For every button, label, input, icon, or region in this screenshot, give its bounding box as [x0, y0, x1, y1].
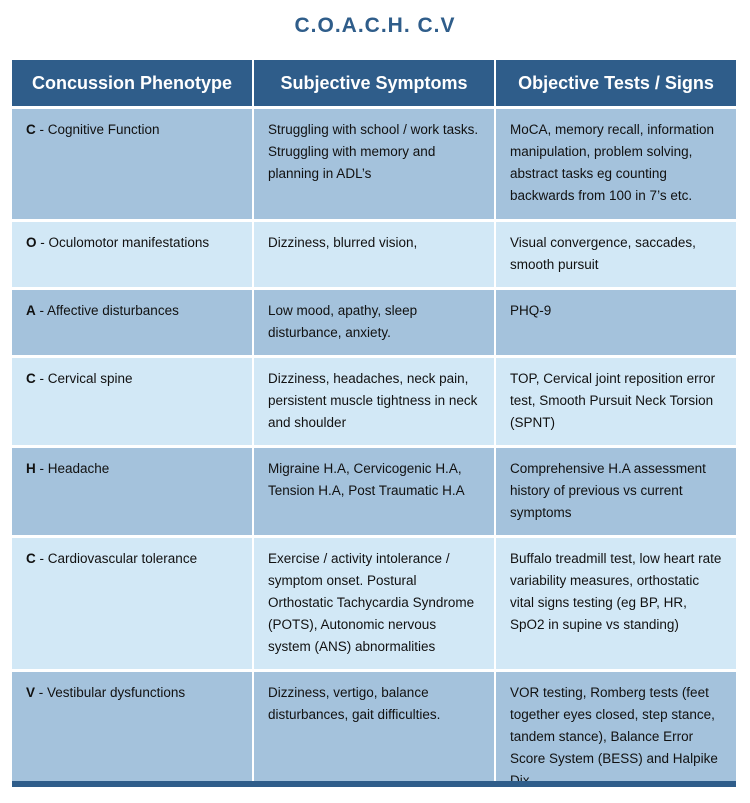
objective-cell: Buffalo treadmill test, low heart rate variability measures, orthostatic vital signs testing (eg BP, HR, SpO2 in supine vs standing): [496, 538, 736, 669]
header-subjective: Subjective Symptoms: [254, 60, 494, 106]
subjective-cell: Dizziness, blurred vision,: [254, 222, 494, 287]
objective-cell: PHQ-9: [496, 290, 736, 355]
objective-cell: VOR testing, Romberg tests (feet together eyes closed, step stance, tandem stance), Balance Error Score System (BESS) and Halpike: [496, 672, 736, 781]
phenotype-letter: C: [26, 551, 36, 566]
phenotype-cell: [12, 448, 252, 535]
bottom-divider: [12, 781, 736, 787]
header-objective: Objective Tests / Signs: [496, 60, 736, 106]
page-title: C.O.A.C.H. C.V: [294, 14, 456, 37]
phenotype-cell: [12, 222, 252, 287]
header-phenotype: Concussion Phenotype: [12, 60, 252, 106]
phenotype-letter: H: [26, 461, 36, 476]
subjective-cell: Struggling with school / work tasks. Struggling with memory and planning in ADL’s: [254, 109, 494, 219]
objective-cell: Comprehensive H.A assessment history of previous vs current symptoms: [496, 448, 736, 535]
objective-cell: Visual convergence, saccades, smooth pursuit: [496, 222, 736, 287]
phenotype-label: - Cognitive Function: [35, 122, 160, 137]
phenotype-label: - Affective disturbances: [35, 303, 179, 318]
phenotype-letter: A: [26, 303, 36, 318]
phenotype-cell: [12, 538, 252, 669]
objective-cell: MoCA, memory recall, information manipulation, problem solving, abstract tasks eg counting backwards from 100 in 7’s etc.: [496, 109, 736, 219]
subjective-cell: Exercise / activity intolerance / symptom onset. Postural Orthostatic Tachycardia Syndrome (POTS), Autonomic nervous system (ANS) abnormalities: [254, 538, 494, 669]
phenotype-label: - Cardiovascular tolerance: [35, 551, 198, 566]
phenotype-label: - Headache: [35, 461, 110, 476]
phenotype-letter: O: [26, 235, 37, 250]
subjective-cell: Dizziness, headaches, neck pain, persistent muscle tightness in neck and shoulder: [254, 358, 494, 445]
phenotype-letter: V: [26, 685, 36, 700]
subjective-cell: Low mood, apathy, sleep disturbance, anxiety.: [254, 290, 494, 355]
coach-cv-table: [12, 60, 736, 781]
phenotype-label: - Cervical spine: [35, 371, 133, 386]
phenotype-letter: C: [26, 371, 36, 386]
phenotype-letter: C: [26, 122, 36, 137]
phenotype-label: - Vestibular dysfunctions: [35, 685, 186, 700]
subjective-cell: Migraine H.A, Cervicogenic H.A, Tension H.A, Post Traumatic H.A: [254, 448, 494, 535]
phenotype-cell: [12, 358, 252, 445]
phenotype-cell: [12, 672, 252, 781]
objective-cell: TOP, Cervical joint reposition error test, Smooth Pursuit Neck Torsion (SPNT): [496, 358, 736, 445]
phenotype-cell: [12, 109, 252, 219]
phenotype-label: - Oculomotor manifestations: [36, 235, 210, 250]
subjective-cell: Dizziness, vertigo, balance disturbances, gait difficulties.: [254, 672, 494, 781]
phenotype-cell: [12, 290, 252, 355]
